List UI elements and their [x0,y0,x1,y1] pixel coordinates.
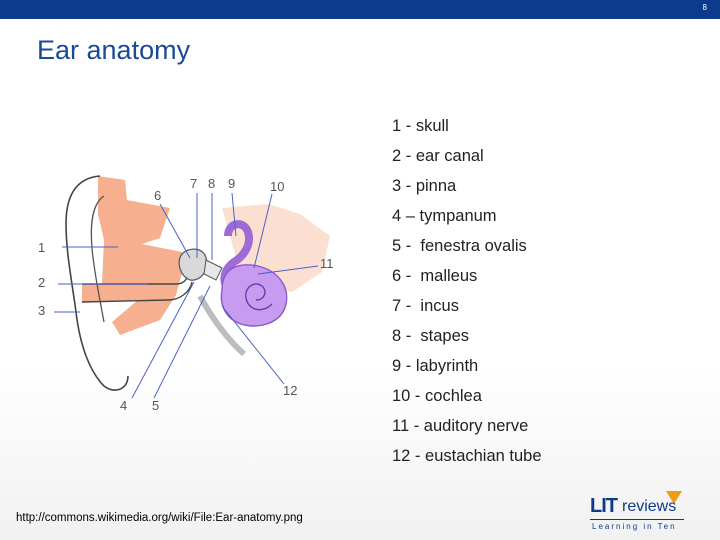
diagram-label-6: 6 [154,188,162,203]
legend-item: 12 - eustachian tube [392,447,542,465]
legend-item: 5 - fenestra ovalis [392,237,527,255]
diagram-label-5: 5 [152,398,160,413]
legend-item: 8 - stapes [392,327,470,345]
logo-tagline: Learning in Ten [592,522,677,531]
logo-lit-text: LIT [590,495,617,517]
diagram-label-11: 11 [320,256,334,271]
slide-title: Ear anatomy [37,35,191,65]
diagram-label-2: 2 [38,275,46,290]
logo-reviews-text: reviews [622,498,677,515]
legend-item: 11 - auditory nerve [392,417,529,435]
diagram-label-9: 9 [228,176,236,191]
diagram-label-4: 4 [120,398,128,413]
source-link[interactable]: http://commons.wikimedia.org/wiki/File:Ear-anatomy.png [16,512,303,524]
litreviews-logo [586,489,686,531]
legend-list [392,113,542,473]
diagram-label-10: 10 [270,179,285,194]
legend-item: 6 - malleus [392,267,478,285]
legend-item: 4 – tympanum [392,207,497,225]
top-bar [0,0,720,19]
stapes-shape [204,260,222,280]
diagram-label-8: 8 [208,176,216,191]
logo-divider [590,519,684,520]
legend-item: 9 - labyrinth [392,357,479,375]
skull-shape [82,176,185,335]
ear-anatomy-diagram [30,165,360,425]
legend-item: 1 - skull [392,117,449,135]
page-number: 8 [702,3,707,12]
legend-item: 7 - incus [392,297,459,315]
ossicles-shape [179,249,207,280]
diagram-label-12: 12 [283,383,298,398]
legend-item: 10 - cochlea [392,387,482,405]
legend-item: 3 - pinna [392,177,457,195]
diagram-label-3: 3 [38,303,46,318]
diagram-label-1: 1 [38,240,46,255]
diagram-label-7: 7 [190,176,198,191]
legend-item: 2 - ear canal [392,147,484,165]
